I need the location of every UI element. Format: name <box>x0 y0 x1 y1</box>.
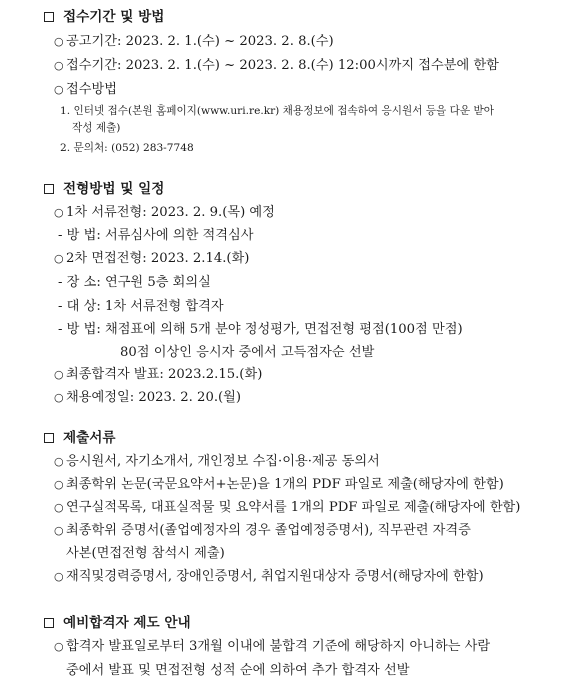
bullet-item: ○ 합격자 발표일로부터 3개월 이내에 불합격 기준에 해당하지 아니하는 사람 <box>54 639 491 654</box>
section-heading-documents: 제출서류 <box>44 429 116 447</box>
bullet-item: ○ 최종학위 논문(국문요약서+논문)을 1개의 PDF 파일로 제출(해당자에 한함) <box>54 477 504 492</box>
circle-bullet-icon: ○ <box>54 455 64 468</box>
bullet-item: ○ 공고기간: 2023. 2. 1.(수) ~ 2023. 2. 8.(수) <box>54 34 334 49</box>
bullet-item-continuation: 중에서 발표 및 면접전형 성적 순에 의하여 추가 합격자 선발 <box>66 663 410 678</box>
checkbox-square-icon <box>44 184 54 194</box>
circle-bullet-icon: ○ <box>54 501 64 514</box>
sub-item-continuation: 80점 이상인 응시자 중에서 고득점자순 선발 <box>120 345 375 360</box>
sub-item: - 방 법: 서류심사에 의한 적격심사 <box>58 228 254 243</box>
sub-item: - 대 상: 1차 서류전형 합격자 <box>58 299 224 314</box>
bullet-item: ○ 재직및경력증명서, 장애인증명서, 취업지원대상자 증명서(해당자에 한함) <box>54 569 484 584</box>
bullet-item: ○ 1차 서류전형: 2023. 2. 9.(목) 예정 <box>54 205 275 220</box>
section-heading-selection: 전형방법 및 일정 <box>44 180 164 198</box>
circle-bullet-icon: ○ <box>54 524 64 537</box>
circle-bullet-icon: ○ <box>54 570 64 583</box>
circle-bullet-icon: ○ <box>54 206 64 219</box>
sub-item: - 방 법: 채점표에 의해 5개 분야 정성평가, 면접전형 평점(100점 만점) <box>58 322 463 337</box>
bullet-item: ○ 접수기간: 2023. 2. 1.(수) ~ 2023. 2. 8.(수) 12:00시까지 접수분에 한함 <box>54 58 499 73</box>
checkbox-square-icon <box>44 618 54 628</box>
circle-bullet-icon: ○ <box>54 252 64 265</box>
numbered-item-continuation: 작성 제출) <box>72 122 121 134</box>
bullet-item: ○ 2차 면접전형: 2023. 2.14.(화) <box>54 251 250 266</box>
bullet-item: ○ 채용예정일: 2023. 2. 20.(월) <box>54 390 242 405</box>
section-heading-application: 접수기간 및 방법 <box>44 8 164 26</box>
circle-bullet-icon: ○ <box>54 478 64 491</box>
circle-bullet-icon: ○ <box>54 59 64 72</box>
bullet-item: ○ 응시원서, 자기소개서, 개인정보 수집·이용·제공 동의서 <box>54 454 380 469</box>
circle-bullet-icon: ○ <box>54 640 64 653</box>
checkbox-square-icon <box>44 12 54 22</box>
circle-bullet-icon: ○ <box>54 83 64 96</box>
numbered-item: 2. 문의처: (052) 283-7748 <box>60 142 194 154</box>
numbered-item: 1. 인터넷 접수(본원 홈페이지(www.uri.re.kr) 채용정보에 접속하여 응시원서 등을 다운 받아 <box>60 105 494 117</box>
section-heading-reserve: 예비합격자 제도 안내 <box>44 614 191 632</box>
checkbox-square-icon <box>44 433 54 443</box>
circle-bullet-icon: ○ <box>54 391 64 404</box>
circle-bullet-icon: ○ <box>54 368 64 381</box>
bullet-item: ○ 최종학위 증명서(졸업예정자의 경우 졸업예정증명서), 직무관련 자격증 <box>54 523 471 538</box>
bullet-item: ○ 연구실적목록, 대표실적물 및 요약서를 1개의 PDF 파일로 제출(해당자에 한함) <box>54 500 521 515</box>
bullet-item: ○ 접수방법 <box>54 82 117 97</box>
bullet-item-continuation: 사본(면접전형 참석시 제출) <box>66 546 225 561</box>
bullet-item: ○ 최종합격자 발표: 2023.2.15.(화) <box>54 367 263 382</box>
circle-bullet-icon: ○ <box>54 35 64 48</box>
sub-item: - 장 소: 연구원 5층 회의실 <box>58 275 211 290</box>
